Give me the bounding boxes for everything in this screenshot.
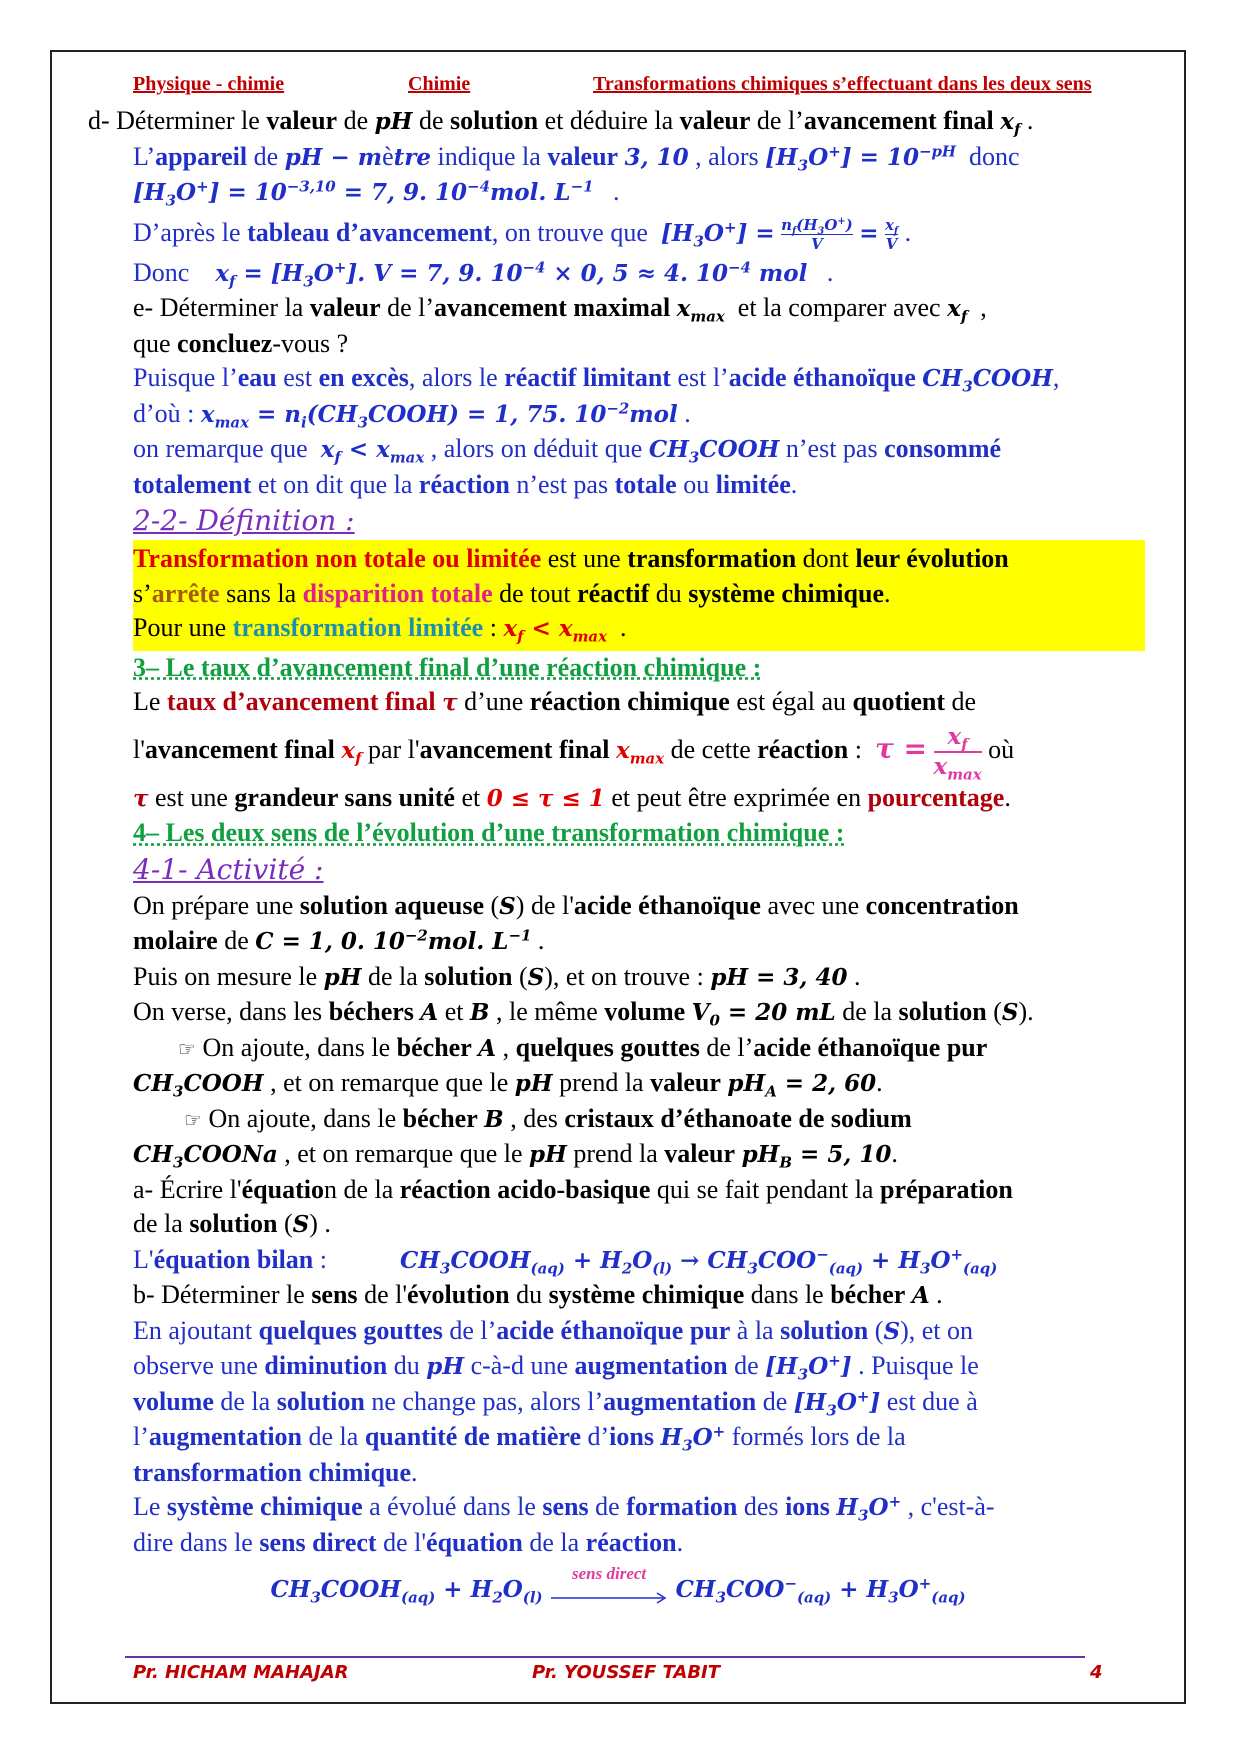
- answer-b-line2: observe une diminution du pH c-à-d une augmentation de $[H_3O^+]$ . Puisque le: [133, 1351, 979, 1384]
- question-e-line2: que concluez-vous ?: [133, 328, 349, 358]
- question-b: b- Déterminer le sens de l'évolution du système chimique dans le bécher A .: [133, 1280, 943, 1310]
- definition-line2: s’arrête sans la disparition totale de tout réactif du système chimique.: [133, 578, 891, 608]
- answer-b-line4: l’augmentation de la quantité de matière d’ions $H_3O^+$ formés lors de la: [133, 1422, 906, 1455]
- definition-box: [133, 540, 1145, 651]
- activite-line3: Puis on mesure le pH de la solution (S), et on trouve : pH = 3, 40 .: [133, 961, 861, 991]
- question-a-line2: de la solution (S) .: [133, 1209, 331, 1239]
- answer-b-line1: En ajoutant quelques gouttes de l’acide éthanoïque pur à la solution (S), et on: [133, 1315, 973, 1345]
- hand-pointer-icon: ☞: [178, 1036, 196, 1061]
- definition-line1: Transformation non totale ou limitée est une transformation dont leur évolution: [133, 544, 1009, 573]
- activite-line8: $CH_3COONa$ , et on remarque que le pH prend la valeur $pH_B = 5$, 10.: [133, 1139, 898, 1172]
- hand-pointer-icon: ☞: [184, 1107, 202, 1132]
- equation-sens-direct: $CH_3COOH_{(aq)} + H_2O_{(l)}$ sens direct $CH_3COO^-_{(aq)} + H_3O^+_{(aq)}$: [88, 1566, 1148, 1613]
- answer-b-line6: Le système chimique a évolué dans le sens de formation des ions $H_3O^+$ , c'est-à-: [133, 1492, 995, 1525]
- question-d: d- Déterminer le valeur de pH de solution et déduire la valeur de l’avancement final $x_f$ .: [88, 106, 1034, 139]
- taux-line3: τ est une grandeur sans unité et 0 ≤ τ ≤ 1 et peut être exprimée en pourcentage.: [133, 782, 1011, 812]
- answer-e-line3: on remarque que $x_f < x_{max}$ , alors on déduit que $CH_3COOH$ n’est pas consommé: [133, 434, 1002, 467]
- activite-line6: $CH_3COOH$ , et on remarque que le pH prend la valeur $pH_A = 2$, 60.: [133, 1068, 883, 1101]
- header-subject: Physique - chimie: [133, 73, 285, 95]
- section-title-activite: 4-1- Activité :: [133, 852, 324, 886]
- page-content: [88, 104, 1148, 1613]
- section-title-definition: 2-2- Définition :: [133, 504, 355, 537]
- reaction-arrow: sens direct: [549, 1571, 669, 1611]
- footer-rule: [125, 1656, 1085, 1658]
- question-e-line1: e- Déterminer la valeur de l’avancement maximal $x_{max}$ et la comparer avec $x_f$ ,: [133, 293, 987, 326]
- answer-b-paragraph: [88, 1314, 1148, 1561]
- section-title-taux: 3– Le taux d’avancement final d’une réaction chimique :: [133, 652, 762, 682]
- long-arrow-icon: [549, 1591, 669, 1605]
- taux-line2: l'avancement final $x_f$ par l'avancement final $x_{max}$ de cette réaction : τ = $x_f$ $x_{max}$ où: [133, 722, 1015, 784]
- activite-line5: ☞ On ajoute, dans le bécher A , quelques gouttes de l’acide éthanoïque pur: [178, 1032, 988, 1062]
- activite-line4: On verse, dans les béchers A et B , le même volume $V_0 = 20$ mL de la solution (S).: [133, 997, 1034, 1030]
- footer-author1: Pr. HICHAM MAHAJAR: [133, 1662, 349, 1683]
- activite-line7: ☞ On ajoute, dans le bécher B , des cristaux d’éthanoate de sodium: [184, 1103, 912, 1133]
- answer-e-line1: Puisque l’eau est en excès, alors le réactif limitant est l’acide éthanoïque $CH_3COOH$,: [133, 363, 1060, 396]
- answer-b-line7: dire dans le sens direct de l'équation de la réaction.: [133, 1527, 684, 1557]
- answer-e-line2: d’où : $x_{max}$ = $n_i(CH_3COOH) = 1$, 75. $10^{-2}mol$ .: [133, 398, 691, 432]
- answer-e-line4: totalement et on dit que la réaction n’est pas totale ou limitée.: [133, 469, 798, 499]
- header-chapter: Transformations chimiques s’effectuant dans les deux sens: [593, 73, 1092, 95]
- answer-d-line1: L’appareil de pH − mètre indique la valeur 3, 10 , alors $[H_3O^+] = 10^{-pH}$ donc: [133, 141, 1020, 175]
- definition-line3: Pour une transformation limitée : $x_f < x_{max}$ .: [133, 613, 627, 646]
- activite-line2: molaire de C = 1, 0. $10^{-2}mol$. $L^{-1}$ .: [133, 926, 545, 956]
- activite-line1: On prépare une solution aqueuse (S) de l'acide éthanoïque avec une concentration: [133, 890, 1019, 920]
- question-a-line1: a- Écrire l'équation de la réaction acido-basique qui se fait pendant la préparation: [133, 1174, 1013, 1204]
- answer-b-line3: volume de la solution ne change pas, alors l’augmentation de $[H_3O^+]$ est due à: [133, 1386, 978, 1420]
- header-part: Chimie: [408, 73, 471, 95]
- answer-d-line2: $[H_3O^+] = 10^{-3,10} = 7$, 9. $10^{-4}mol$. $L^{-1}$ .: [133, 177, 620, 210]
- page-number: 4: [1090, 1662, 1103, 1683]
- equation-bilan: L'équation bilan : $CH_3COOH_{(aq)} + H_2O_{(l)} \to CH_3COO^-_{(aq)} + H_3O^+_{(aq)}$: [133, 1244, 998, 1278]
- footer-author2: Pr. YOUSSEF TABIT: [532, 1662, 721, 1683]
- answer-b-line5: transformation chimique.: [133, 1457, 418, 1487]
- section-title-deux-sens: 4– Les deux sens de l’évolution d’une transformation chimique :: [133, 818, 845, 848]
- answer-d-line3: D’après le tableau d’avancement, on trouve que $[H_3O^+]$ = $\frac{n_f(H_3O^+)}{V}$ = $\frac{x_f}{V}$ .: [133, 216, 912, 254]
- taux-line1: Le taux d’avancement final τ d’une réaction chimique est égal au quotient de: [133, 687, 977, 716]
- answer-d-line4: Donc $x_f = [H_3O^+]$. V = 7, 9. $10^{-4} \times 0$, 5 ≈ 4. $10^{-4}$ mol .: [133, 257, 834, 291]
